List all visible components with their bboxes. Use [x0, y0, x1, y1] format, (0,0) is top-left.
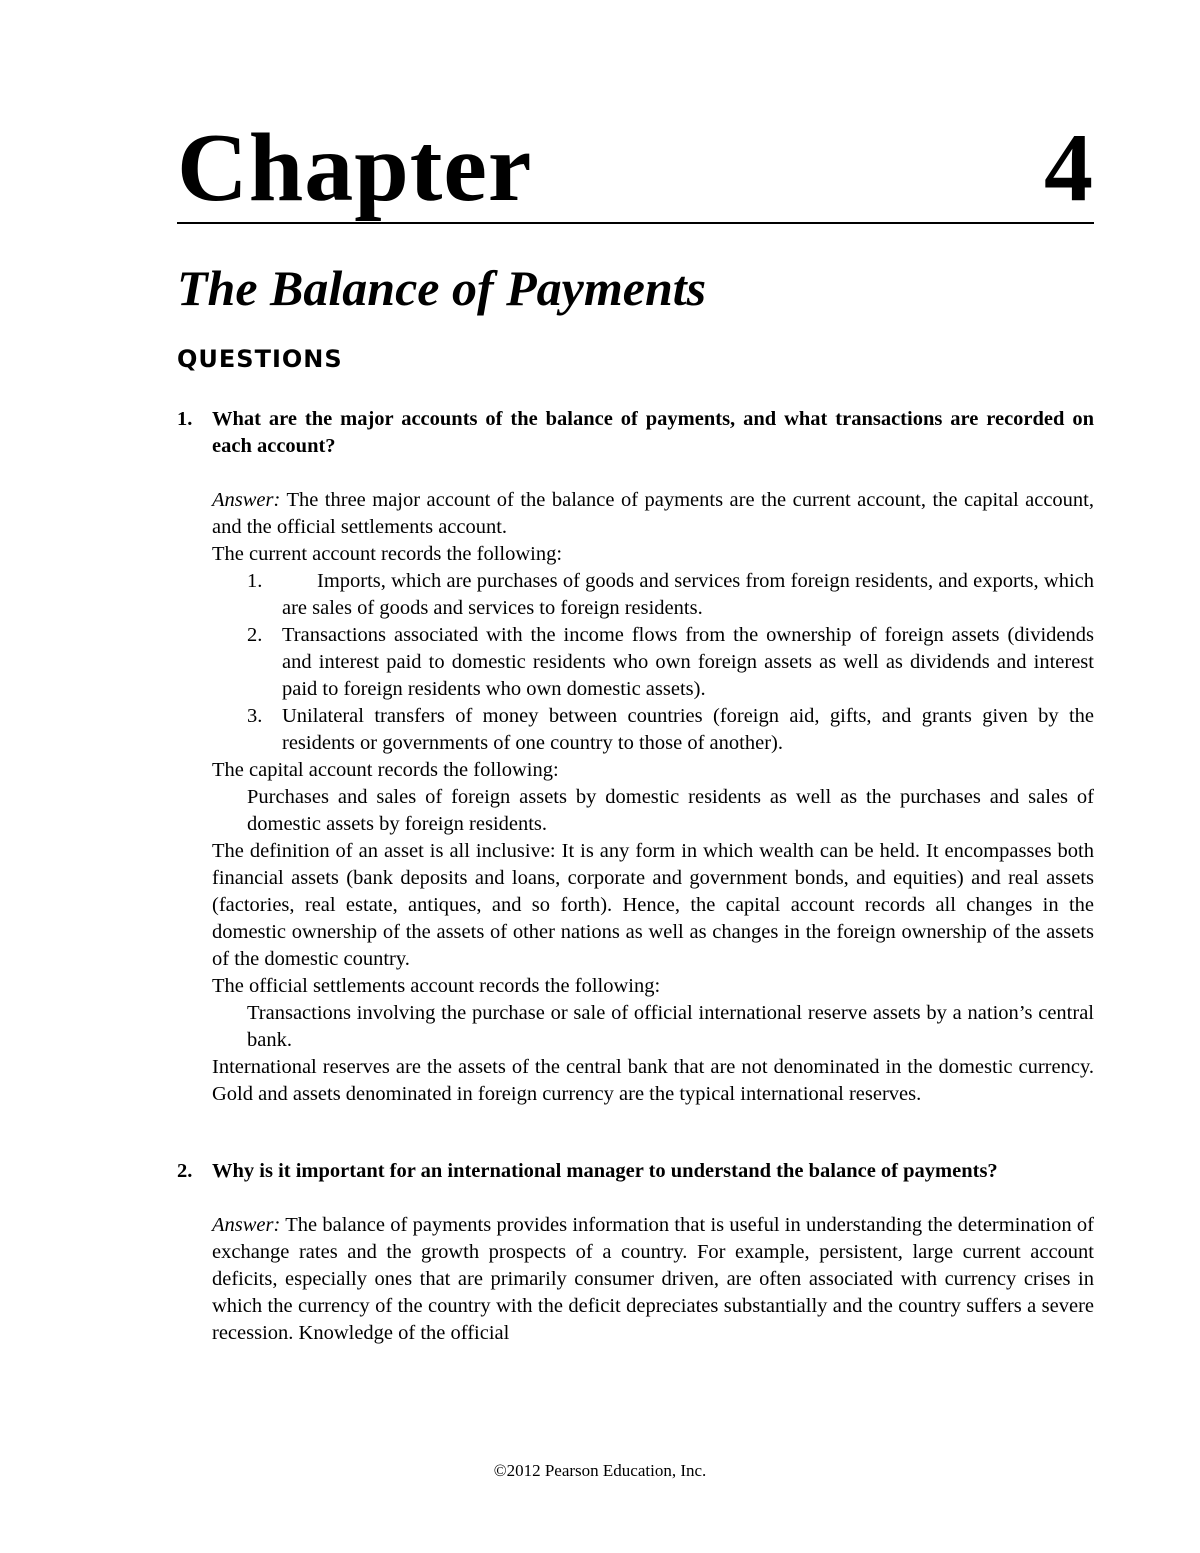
answer-1	[212, 487, 1094, 1108]
chapter-header	[177, 114, 1094, 224]
page-content	[177, 114, 1094, 1347]
list-item-number: 3.	[247, 705, 263, 727]
asset-definition: The definition of an asset is all inclusive: It is any form in which wealth can be held. It encompasses both financial assets (bank deposits and loans, corporate and government bonds, and equities) and real assets (factories, real estate, antiques, and so forth). Hence, the capital account records all changes in the domestic ownership of the assets of other nations as well as changes in the foreign ownership of the assets of the domestic country.	[212, 840, 1094, 970]
question-text: Why is it important for an international manager to understand the balance of payments?	[212, 1160, 998, 1182]
list-item-text: Imports, which are purchases of goods and services from foreign residents, and exports, which are sales of goods and services to foreign residents.	[282, 570, 1094, 619]
question-2	[177, 1158, 1094, 1185]
answer-text: The balance of payments provides information that is useful in understanding the determination of exchange rates and the growth prospects of a country. For example, persistent, large current account deficits, especially ones that are primarily consumer driven, are often associated with currency crises in which the currency of the country with the deficit depreciates substantially and the country suffers a severe recession. Knowledge of the official	[212, 1214, 1094, 1344]
list-item-number: 2.	[247, 624, 263, 646]
question-number: 2.	[177, 1160, 193, 1182]
capital-account-intro: The capital account records the following:	[212, 759, 559, 781]
answer-intro-text: The three major account of the balance of payments are the current account, the capital account, and the official settlements account.	[212, 489, 1094, 538]
reserves-definition: International reserves are the assets of the central bank that are not denominated in the domestic currency. Gold and assets denominated in foreign currency are the typical international reserves.	[212, 1056, 1094, 1105]
current-account-intro: The current account records the following:	[212, 543, 563, 565]
question-1	[177, 406, 1094, 460]
official-settlements-intro: The official settlements account records the following:	[212, 975, 661, 997]
capital-account-item: Purchases and sales of foreign assets by domestic residents as well as the purchases and sales of domestic assets by foreign residents.	[247, 786, 1094, 835]
chapter-title: The Balance of Payments	[177, 260, 707, 316]
list-item	[247, 568, 1094, 622]
answer-label: Answer:	[212, 1214, 281, 1236]
section-heading: QUESTIONS	[177, 345, 343, 373]
list-item	[247, 703, 1094, 757]
answer-label: Answer:	[212, 489, 281, 511]
current-account-list	[212, 568, 1094, 757]
list-item	[247, 622, 1094, 703]
list-item-number: 1.	[247, 570, 263, 592]
answer-intro	[212, 487, 1094, 541]
page-footer: ©2012 Pearson Education, Inc.	[493, 1461, 707, 1480]
chapter-number: 4	[1044, 114, 1094, 222]
answer-paragraph	[212, 1212, 1094, 1347]
answer-2	[212, 1212, 1094, 1347]
list-item-text: Transactions associated with the income flows from the ownership of foreign assets (dividends and interest paid to domestic residents who own foreign assets as well as dividends and interest paid to foreign residents who own domestic assets).	[282, 624, 1094, 700]
chapter-word: Chapter	[177, 114, 533, 222]
list-item-text: Unilateral transfers of money between countries (foreign aid, gifts, and grants given by the residents or governments of one country to those of another).	[282, 705, 1094, 754]
official-settlements-item: Transactions involving the purchase or sale of official international reserve assets by a nation’s central bank.	[247, 1002, 1094, 1051]
question-text: What are the major accounts of the balance of payments, and what transactions are recorded on each account?	[212, 408, 1094, 457]
question-number: 1.	[177, 408, 193, 430]
